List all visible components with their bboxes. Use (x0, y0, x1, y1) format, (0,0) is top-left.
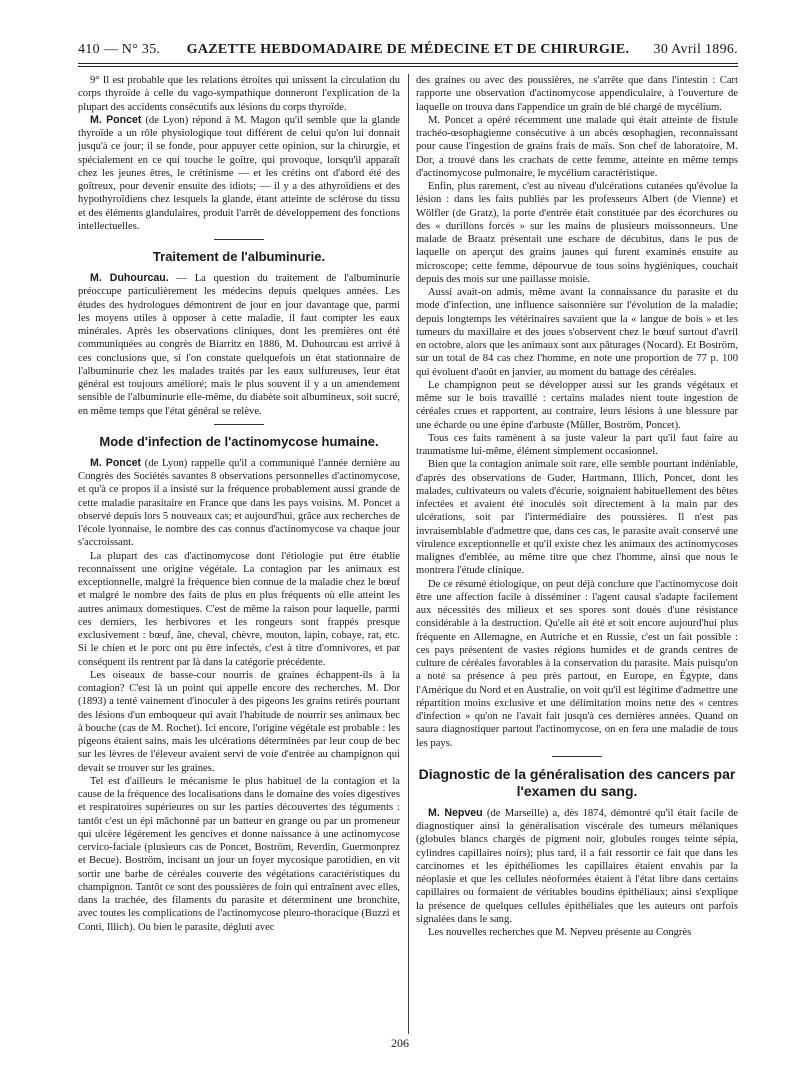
paragraph: Les nouvelles recherches que M. Nepveu présente au Congrès (428, 927, 692, 938)
journal-title: GAZETTE HEBDOMADAIRE DE MÉDECINE ET DE CHIRURGIE. (186, 42, 630, 57)
header-rule (78, 63, 738, 64)
paragraph-text: — La question du traitement de l'albuminurie préoccupe particulièrement les médecins depuis quelques années. Les études des hydrologues démontrent de jour en jour davantage que, parmi les moyens utiles à opposer à cette maladie, il faut compter les eaux minérales. Après les observations cliniques, dont les premières ont été communiquées au congrès de Biarritz en 1886, M. Duhourcau est arrivé à ces conclusions que, si l'on constate quelquefois un état stationnaire de l'albuminurie chez les malades traités par les eaux sulfureuses, leur état général est toujours amélioré; mais le plus souvent il y a un amendement sensible de l'albuminurie elle-même, du diabète soit albumineux, soit sucré, en même temps que l'état général se relève. (78, 273, 400, 417)
section-heading: Diagnostic de la généralisation des cancers par l'examen du sang. (418, 765, 736, 799)
paragraph (78, 272, 400, 418)
paragraph: Bien que la contagion animale soit rare, elle semble pourtant indéniable, d'après des observations de Guder, Hartmann, Illich, Poncet, dont les malades, cultivateurs ou valets d'écurie, soignaient habituellement des bêtes infectées et avaient été inoculés soit directement à la main par des ulcérations, soit par l'intermédiaire des poussières. Il n'est pas invraisemblable d'admettre que, dans ces cas, le parasite avait conservé une virulence exceptionnelle et qu'il existe chez les animaux des actinomycoses malignes d'emblée, au même titre que chez l'homme, ainsi que nous le montrera l'étude clinique. (416, 459, 738, 577)
running-header (78, 42, 738, 62)
section-separator (214, 424, 264, 425)
paragraph (78, 114, 400, 233)
section-separator (552, 756, 602, 757)
paragraph: M. Poncet a opéré récemment une malade qui était atteinte de fistule trachéo-œsophagienne consécutive à un abcès œsophagien, reconnaissant pour cause l'ingestion de grains frais de maïs. Son chef de laboratoire, M. Dor, a trouvé dans les crachats de cette femme, atteinte en même temps d'actinomycose pulmonaire, le mycélium caractéristique. (416, 114, 738, 179)
paragraph: Aussi avait-on admis, même avant la connaissance du parasite et du mode d'infection, une influence saisonnière sur l'évolution de la maladie; depuis longtemps les vétérinaires savaient que la « langue de bois » et les tumeurs du maxillaire et des joues s'observent chez le bœuf surtout d'avril en octobre, alors que les animaux sont aux pâturages (Nocard). Et Boström, sur un total de 84 cas chez l'homme, en note une proportion de 77 p. 100 qui évoluent d'août en janvier, au moment du battage des céréales. (416, 287, 738, 378)
page-and-issue-number: 410 — N° 35. (78, 42, 161, 57)
section-heading: Traitement de l'albuminurie. (152, 249, 326, 264)
section-separator (214, 239, 264, 240)
paragraph: Enfin, plus rarement, c'est au niveau d'ulcérations cutanées qu'évolue la lésion : dans les faits publiés par les professeurs Albert (de Vienne) et Wölfler (de Gratz), la porte d'entrée était constituée par des écorchures ou des « durillons forcés » sur les mains de plusieurs moissonneurs. Une malade de Braatz présentait une eschare de décubitus, dans le pus de laquelle on aperçut des grains jaunes qui furent examinés ensuite au microscope; cette femme, dépourvue de tous soins hygiéniques, couchait depuis des mois sur une paillasse moisie. (416, 181, 738, 285)
header-rule-double (78, 66, 738, 67)
left-column (78, 74, 400, 1034)
paragraph: Les oiseaux de basse-cour nourris de graines échappent-ils à la contagion? C'est là un point qui appelle encore des recherches. M. Dor (1893) a tenté vainement d'inoculer à des pigeons les grains retirés pourtant des lésions d'un emboqueur qui avait l'habitude de nourrir ses animaux bec à bouche (cas de M. Rochet). Ici encore, l'origine végétale est probable : les pigeons étaient sains, mais les ulcérations déterminées par leur coup de bec sur les lèvres de l'éleveur avaient servi de voie d'entrée au champignon qui devait se trouver sur les graines. (78, 669, 400, 774)
paragraph-text: (de Lyon) rappelle qu'il a communiqué l'année dernière au Congrès des Sociétés savantes 8 observations personnelles d'actinomycose, et qu'à ce propos il a insisté sur la fréquence probablement aussi grande de cette maladie parasitaire en France que dans les pays voisins. M. Poncet a observé depuis lors 5 nouveaux cas; et aujourd'hui, grâce aux recherches de l'école lyonnaise, le nombre des cas connus d'actinomycose va chaque jour s'accroissant. (78, 457, 400, 549)
issue-date: 30 Avril 1896. (653, 42, 738, 57)
column-divider (408, 74, 409, 1034)
paragraph: 9° Il est probable que les relations étroites qui unissent la circulation du corps thyroïde à celle du vago-sympathique donneront l'explication de la plupart des accidents consécutifs aux lésions du corps thyroïde. (78, 75, 400, 113)
paragraph: des graines ou avec des poussières, ne s'arrête que dans l'intestin : Cart rapporte une observation d'actinomycose appendiculaire, à l'ouverture de laquelle on trouva dans l'appendice un grain de blé chargé de mycélium. (416, 75, 738, 113)
paragraph (78, 457, 400, 550)
author-name: M. Poncet (90, 456, 142, 469)
author-name: M. Nepveu (428, 806, 483, 819)
paragraph: Tel est d'ailleurs le mécanisme le plus habituel de la contagion et la cause de la fréquence des localisations dans le domaine des voies digestives et respiratoires supérieures ou sur les parties découvertes des téguments : tantôt c'est un épi mâchonné par un batteur en grange ou par un promeneur qui ulcère légèrement les gencives et donne naissance à une actinomycose cervico-faciale (plusieurs cas de Poncet, Boström, Reverdin, Guermonprez et Becue). Boström, incisant un jour un foyer mycosique parotidien, en vit sortir une barbe de céréales couverte des végétations caractéristiques du champignon. Tantôt ce sont des poussières de foin qui entraînent avec elles, dans la trachée, des filaments du parasite et déterminent une bronchite, avec toutes les complications de l'actinomycose pleuro-thoracique (Buzzi et Conti, Illich). Ou bien le parasite, dégluti avec (78, 775, 400, 933)
paragraph-text: (de Marseille) a, dès 1874, démontré qu'il était facile de diagnostiquer ainsi la généralisation viscérale des tumeurs mélaniques (globules blancs chargés de pigment noir, globules rouges teinte sépia, cylindres capillaires noirs); plus tard, il a fait ressortir ce fait que dans les carcinomes et les épithéliomes les capillaires étaient envahis par la néoplasie et que les cellules néoformées étaient à l'état libre dans certains capillaires ou formaient de véritables boudins épithéliaux; ainsi s'explique la présence de quelques cellules épithéliales que les auteurs ont parfois signalées dans le sang. (416, 807, 738, 925)
paragraph: De ce résumé étiologique, on peut déjà conclure que l'actinomycose doit être une affection facile à disséminer : l'agent causal s'adapte facilement aux nécessités des milieux et ses spores sont doués d'une résistance considérable à la destruction. Qu'elle ait été et soit encore aujourd'hui plus fréquente en Allemagne, en Autriche et en Russie, c'est un fait possible : ces pays présentent de vastes régions humides et de grands centres de culture de céréales favorables à la conservation du parasite. Mais puisqu'on a noté sa présence à peu près partout, en Europe, en Égypte, dans l'Amérique du Nord et en Australie, on voit qu'il est légitime d'admettre une répartition moins exclusive et une délimitation moins nette des « centres d'infection » qu'on ne l'avait fait jusqu'à ces dernières années. Quand on saura diagnostiquer partout l'actinomycose, on en fera une maladie de tous les pays. (416, 578, 738, 749)
author-name: M. Poncet (90, 113, 142, 126)
folio-number: 206 (391, 1036, 409, 1050)
paragraph (416, 807, 738, 926)
paragraph: La plupart des cas d'actinomycose dont l'étiologie put être établie reconnaissent une origine végétale. La contagion par les animaux est exceptionnelle, malgré la fréquence bien connue de la maladie chez le bœuf et malgré le nombre des faits de plus en plus fréquents où elle atteint les autres animaux domestiques. C'est de même la raison pour laquelle, parmi ces derniers, les herbivores et les rongeurs sont frappés presque exclusivement : bœuf, âne, cheval, chèvre, mouton, lapin, cobaye, rat, etc. Si le chien et le porc ont pu être infectés, c'est à titre d'omnivores, et par conséquent ils rentrent par là dans la catégorie précédente. (78, 550, 400, 668)
right-column (416, 74, 738, 1034)
section-heading: Mode d'infection de l'actinomycose humaine. (99, 433, 379, 449)
paragraph: Le champignon peut se développer aussi sur les grands végétaux et même sur le bois travaillé : certains malades nient toute ingestion de céréales crues et rapportent, au contraire, leurs lésions à une blessure par une écharde ou une épine d'arbuste (Müller, Boström, Poncet). (416, 379, 738, 431)
paragraph-text: (de Lyon) répond à M. Magon qu'il semble que la glande thyroïde a un rôle physiologique tout différent de celui qu'on lui donnait jusqu'à ce jour; il se fonde, pour appuyer cette opinion, sur la chirurgie, et spécialement en ce qui touche le goître, qui provoque, lorsqu'il apparaît chez les jeunes êtres, le crétinisme — et les crétins ont d'abord été des goîtreux, pour devenir ensuite des idiots; — il y a des athyroïdiens et des hypothyroïdiens chez lesquels la glande, étant atteinte de sclérose du tissu et des éléments glandulaires, produit l'arrêt de développement des fonctions intellectuelles. (78, 114, 400, 232)
paragraph: Tous ces faits ramènent à sa juste valeur la part qu'il faut faire au traumatisme lui-même, élément simplement occasionnel. (416, 432, 738, 457)
author-name: M. Duhourcau. (90, 272, 169, 284)
